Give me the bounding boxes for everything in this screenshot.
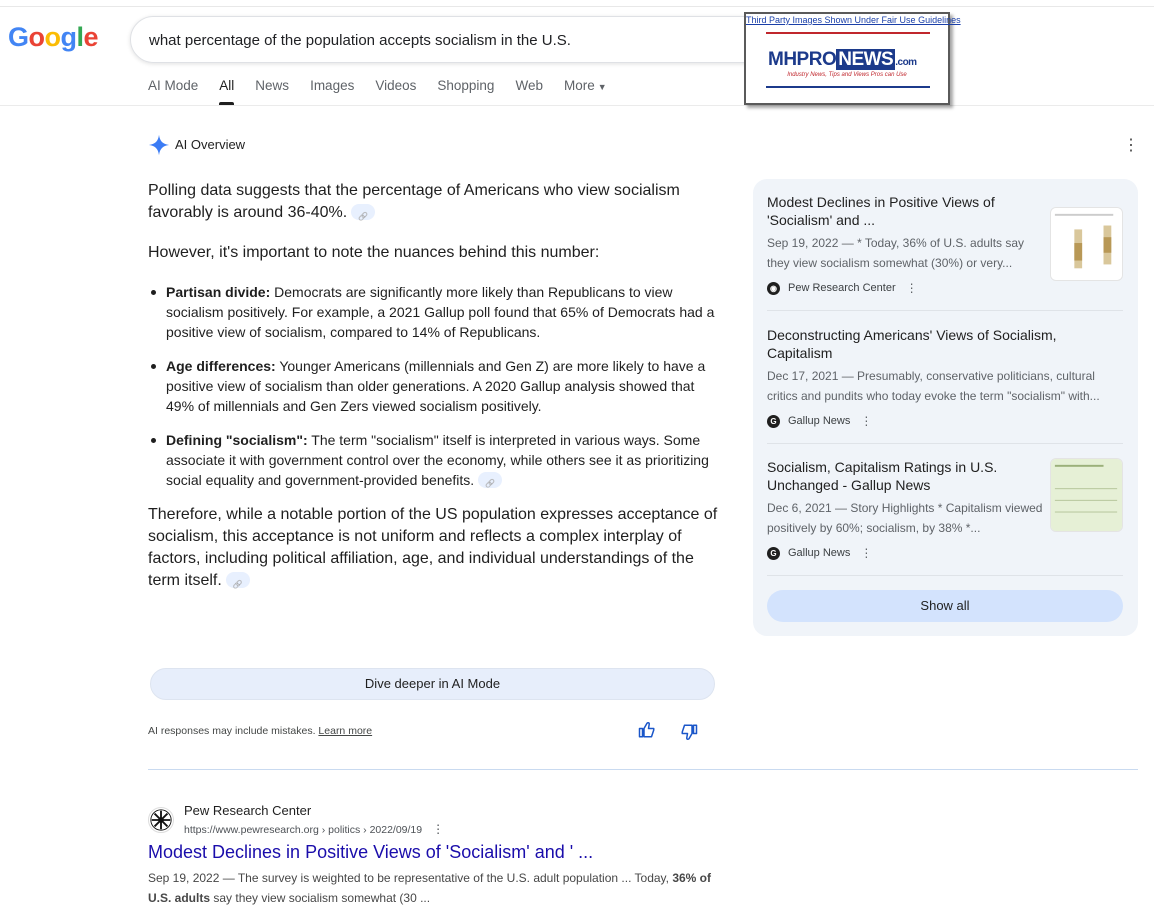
overlay-blue-rule	[766, 86, 930, 88]
search-query[interactable]: what percentage of the population accepts socialism in the U.S.	[149, 32, 571, 49]
tab-news[interactable]: News	[255, 78, 290, 93]
source-snippet: Dec 17, 2021 — Presumably, conservative politicians, cultural critics and pundits who today evoke the term "socialism" with...	[767, 369, 1100, 403]
ai-paragraph-1	[148, 180, 718, 224]
top-divider	[0, 6, 1154, 7]
thumbs-up-icon[interactable]	[638, 721, 656, 739]
source-site	[767, 414, 1123, 428]
sources-panel	[753, 179, 1138, 636]
source-snippet: Sep 19, 2022 — * Today, 36% of U.S. adults say they view socialism somewhat (30%) or very...	[767, 236, 1025, 270]
disclaimer-text: AI responses may include mistakes.	[148, 725, 316, 737]
tab-ai-mode[interactable]: AI Mode	[148, 78, 199, 93]
ai-paragraph-1-text: Polling data suggests that the percentage of Americans who view socialism favorably is around 36-40%.	[148, 182, 680, 221]
search-box[interactable]	[130, 16, 770, 63]
search-tabs	[148, 78, 628, 106]
google-logo[interactable]: Google	[8, 22, 99, 52]
table-thumbnail[interactable]	[1050, 458, 1123, 532]
results-divider	[148, 769, 1138, 770]
result-snippet	[148, 868, 728, 905]
mhpronews-overlay	[744, 12, 961, 105]
source-site	[767, 281, 1123, 295]
pew-favicon-icon	[148, 807, 174, 833]
ai-paragraph-3	[148, 504, 718, 592]
result-url[interactable]	[184, 822, 444, 836]
more-options-icon[interactable]: ⋮	[860, 414, 873, 428]
source-divider	[767, 575, 1123, 576]
source-site-name: Gallup News	[788, 415, 851, 427]
source-divider	[767, 443, 1123, 444]
brand-b: NEWS	[838, 49, 894, 70]
source-divider	[767, 310, 1123, 311]
link-icon[interactable]	[478, 472, 502, 488]
learn-more-link[interactable]: Learn more	[318, 725, 373, 737]
result-url-text: https://www.pewresearch.org › politics › 2022/09/19	[184, 824, 423, 836]
show-all-button[interactable]: Show all	[767, 590, 1123, 622]
tab-web[interactable]: Web	[515, 78, 543, 93]
bullet-text: Younger Americans (millennials and Gen Z) are more likely to have a positive view of socialism than older generations. A 2020 Gallup analysis showed that 49% of millennials and Gen Zers viewed socialism positively.	[166, 358, 706, 414]
link-icon[interactable]	[351, 204, 375, 220]
gemini-sparkle-icon	[148, 134, 170, 156]
tabs-divider	[0, 105, 1154, 106]
ai-paragraph-2: However, it's important to note the nuances behind this number:	[148, 244, 600, 261]
mhpronews-logo	[768, 49, 917, 71]
bullet-heading: Partisan divide:	[166, 284, 271, 300]
caret-down-icon: ▼	[597, 82, 607, 92]
tab-more-label: More	[563, 78, 595, 93]
source-card-gallup-2[interactable]	[767, 458, 1123, 560]
result-site-name[interactable]: Pew Research Center	[184, 803, 312, 818]
source-snippet: Dec 6, 2021 — Story Highlights * Capitalism viewed positively by 60%; socialism, by 38% *...	[767, 501, 1043, 535]
pew-favicon-icon: ◉	[767, 282, 780, 295]
bullet-heading: Defining "socialism":	[166, 432, 308, 448]
source-site-name: Gallup News	[788, 547, 851, 559]
brand-a: MHPRO	[768, 49, 837, 70]
ai-overview-body	[148, 180, 718, 592]
more-options-icon[interactable]: ⋮	[905, 281, 918, 295]
fair-use-notice: Third Party Images Shown Under Fair Use Guidelines	[746, 15, 961, 25]
list-item	[148, 430, 718, 490]
thumbs-down-icon[interactable]	[680, 723, 698, 741]
list-item	[148, 356, 718, 416]
tab-images[interactable]: Images	[310, 78, 355, 93]
source-site-name: Pew Research Center	[788, 282, 896, 294]
source-title[interactable]: Deconstructing Americans' Views of Socialism, Capitalism	[767, 327, 1057, 361]
source-card-pew[interactable]	[767, 193, 1123, 295]
ai-bullet-list	[148, 282, 718, 490]
ai-disclaimer	[148, 725, 372, 737]
result-title-link[interactable]: Modest Declines in Positive Views of 'Socialism' and ' ...	[148, 842, 594, 862]
bullet-heading: Age differences:	[166, 358, 276, 374]
ai-paragraph-3-text: Therefore, while a notable portion of the US population expresses acceptance of socialism, this acceptance is not uniform and reflects a complex interplay of factors, including political affiliation, age, and individual understandings of the term itself.	[148, 506, 718, 589]
gallup-favicon-icon: G	[767, 415, 780, 428]
bullet-text: Democrats are significantly more likely than Republicans to view socialism positively. For example, a 2021 Gallup poll found that 65% of Democrats had a positive view of socialism, compared to 14% of Republicans.	[166, 284, 715, 340]
bullet-text: The term "socialism" itself is interpreted in various ways. Some associate it with government control over the economy, while others see it as prioritizing social equality and government-provided benefits.	[166, 432, 709, 488]
ai-overview-title: AI Overview	[175, 137, 246, 152]
more-options-icon[interactable]: ⋮	[432, 822, 445, 836]
overlay-tagline: Industry News, Tips and Views Pros can Use	[787, 72, 907, 78]
dive-deeper-button[interactable]: Dive deeper in AI Mode	[150, 668, 715, 700]
snippet-part: Sep 19, 2022 — The survey is weighted to be representative of the U.S. adult population ... Today,	[148, 871, 673, 885]
more-options-icon[interactable]: ⋮	[860, 546, 873, 560]
source-title[interactable]: Modest Declines in Positive Views of 'Socialism' and ...	[767, 194, 995, 228]
snippet-bold: 36% of U.S. adults	[148, 871, 712, 905]
source-site	[767, 546, 1123, 560]
link-icon[interactable]	[226, 572, 250, 588]
snippet-part: say they view socialism somewhat (30 ...	[210, 891, 431, 905]
gallup-favicon-icon: G	[767, 547, 780, 560]
tab-shopping[interactable]: Shopping	[437, 78, 495, 93]
list-item	[148, 282, 718, 342]
more-options-icon[interactable]: ⋮	[1123, 137, 1139, 154]
tab-more[interactable]	[564, 78, 607, 105]
overlay-red-rule	[766, 32, 930, 34]
source-title[interactable]: Socialism, Capitalism Ratings in U.S. Unchanged - Gallup News	[767, 459, 998, 493]
tab-videos[interactable]: Videos	[375, 78, 417, 93]
tab-all[interactable]: All	[219, 78, 234, 105]
chart-thumbnail[interactable]	[1050, 207, 1123, 281]
brand-c: .com	[895, 57, 917, 68]
source-card-gallup-1[interactable]	[767, 326, 1123, 428]
